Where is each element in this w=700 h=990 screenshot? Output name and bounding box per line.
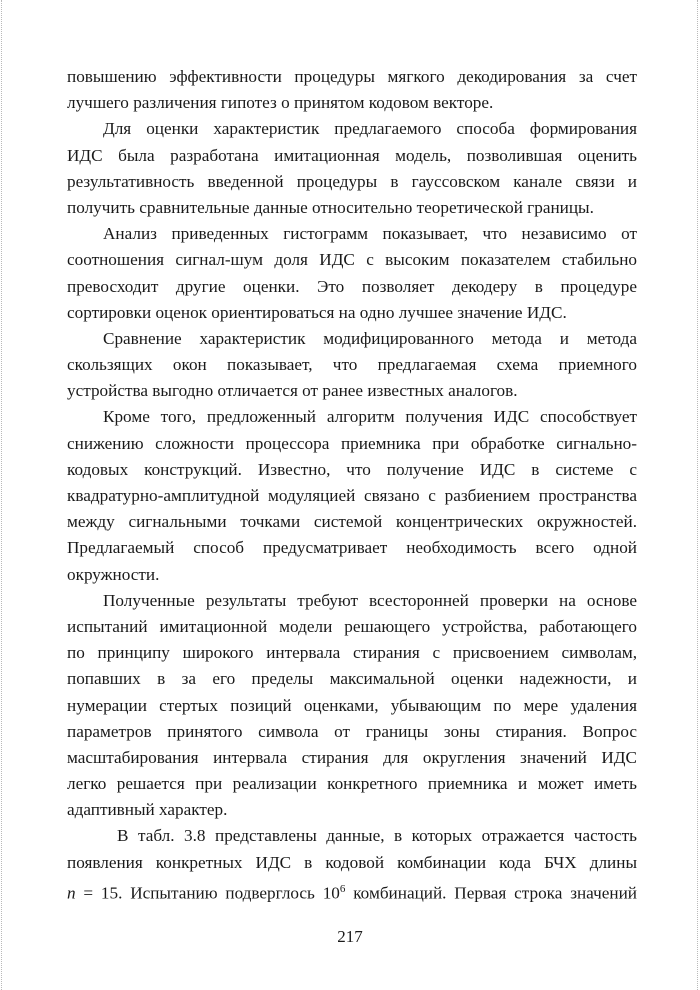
- text-line: легко решается при реализации конкретного приемника и может иметь: [67, 774, 637, 794]
- text-line: устройства выгодно отличается от ранее известных аналогов.: [67, 381, 518, 401]
- paragraph-6: [67, 588, 637, 824]
- paragraph-5: [67, 404, 637, 587]
- text-fragment: . Испытанию подверглось 10: [118, 883, 340, 903]
- superscript-exponent: 6: [339, 882, 346, 895]
- paragraph-4: [67, 326, 637, 405]
- text-line: Анализ приведенных гистограмм показывает, что независимо от: [103, 224, 637, 244]
- text-line: между сигнальными точками системой концентрических окружностей.: [67, 512, 637, 532]
- page-number: 217: [337, 927, 363, 946]
- paragraph-1: [67, 64, 637, 116]
- text-line: получить сравнительные данные относительно теоретической границы.: [67, 197, 594, 217]
- text-line: квадратурно-амплитудной модуляцией связано с разбиением пространства: [67, 486, 637, 505]
- text-line: ИДС была разработана имитационная модель, позволившая оценить: [67, 145, 637, 165]
- text-line-formula: [67, 876, 637, 902]
- text-line: Кроме того, предложенный алгоритм получения ИДС способствует: [103, 407, 637, 427]
- text-line: нумерации стертых позиций оценками, убывающим по мере удаления: [67, 695, 637, 715]
- body-text: [67, 64, 637, 902]
- paragraph-3: [67, 221, 637, 326]
- math-equals-15: = 15: [75, 883, 119, 903]
- text-line: параметров принятого символа от границы зоны стирания. Вопрос: [67, 721, 637, 741]
- text-line: соотношения сигнал-шум доля ИДС с высоким показателем стабильно: [67, 250, 637, 270]
- text-line: попавших в за его пределы максимальной оценки надежности, и: [67, 669, 637, 689]
- text-line: Предлагаемый способ предусматривает необходимость всего одной: [67, 538, 637, 558]
- text-line: превосходит другие оценки. Это позволяет декодеру в процедуре: [67, 276, 637, 296]
- text-line: повышению эффективности процедуры мягкого декодирования за счет: [67, 67, 637, 86]
- text-line: Полученные результаты требуют всесторонней проверки на основе: [103, 590, 637, 610]
- text-line: снижению сложности процессора приемника при обработке сигнально-: [67, 433, 637, 453]
- text-line: сортировки оценок ориентироваться на одно лучшее значение ИДС.: [67, 302, 567, 322]
- text-line: В табл. 3.8 представлены данные, в которых отражается частость: [117, 826, 637, 846]
- text-fragment: комбинаций. Первая строка значений: [345, 883, 637, 903]
- text-line: кодовых конструкций. Известно, что получение ИДС в системе с: [67, 459, 637, 479]
- text-line: лучшего различения гипотез о принятом кодовом векторе.: [67, 93, 494, 113]
- text-line: скользящих окон показывает, что предлагаемая схема приемного: [67, 355, 637, 375]
- text-line: Сравнение характеристик модифицированного метода и метода: [103, 328, 637, 348]
- text-line: результативность введенной процедуры в гауссовском канале связи и: [67, 171, 637, 191]
- page-edge-left: [1, 0, 2, 990]
- text-line: испытаний имитационной модели решающего устройства, работающего: [67, 616, 637, 636]
- text-line: масштабирования интервала стирания для округления значений ИДС: [67, 747, 637, 767]
- text-line: адаптивный характер.: [67, 800, 228, 820]
- text-line: Для оценки характеристик предлагаемого способа формирования: [103, 119, 637, 139]
- text-line: по принципу широкого интервала стирания с присвоением символам,: [67, 643, 637, 663]
- text-line: появления конкретных ИДС в кодовой комбинации кода БЧХ длины: [67, 852, 637, 872]
- paragraph-2: [67, 116, 637, 221]
- page-edge-right: [697, 0, 698, 990]
- math-variable-n: n: [67, 883, 76, 903]
- paragraph-7: [67, 823, 637, 902]
- text-line: окружности.: [67, 564, 160, 584]
